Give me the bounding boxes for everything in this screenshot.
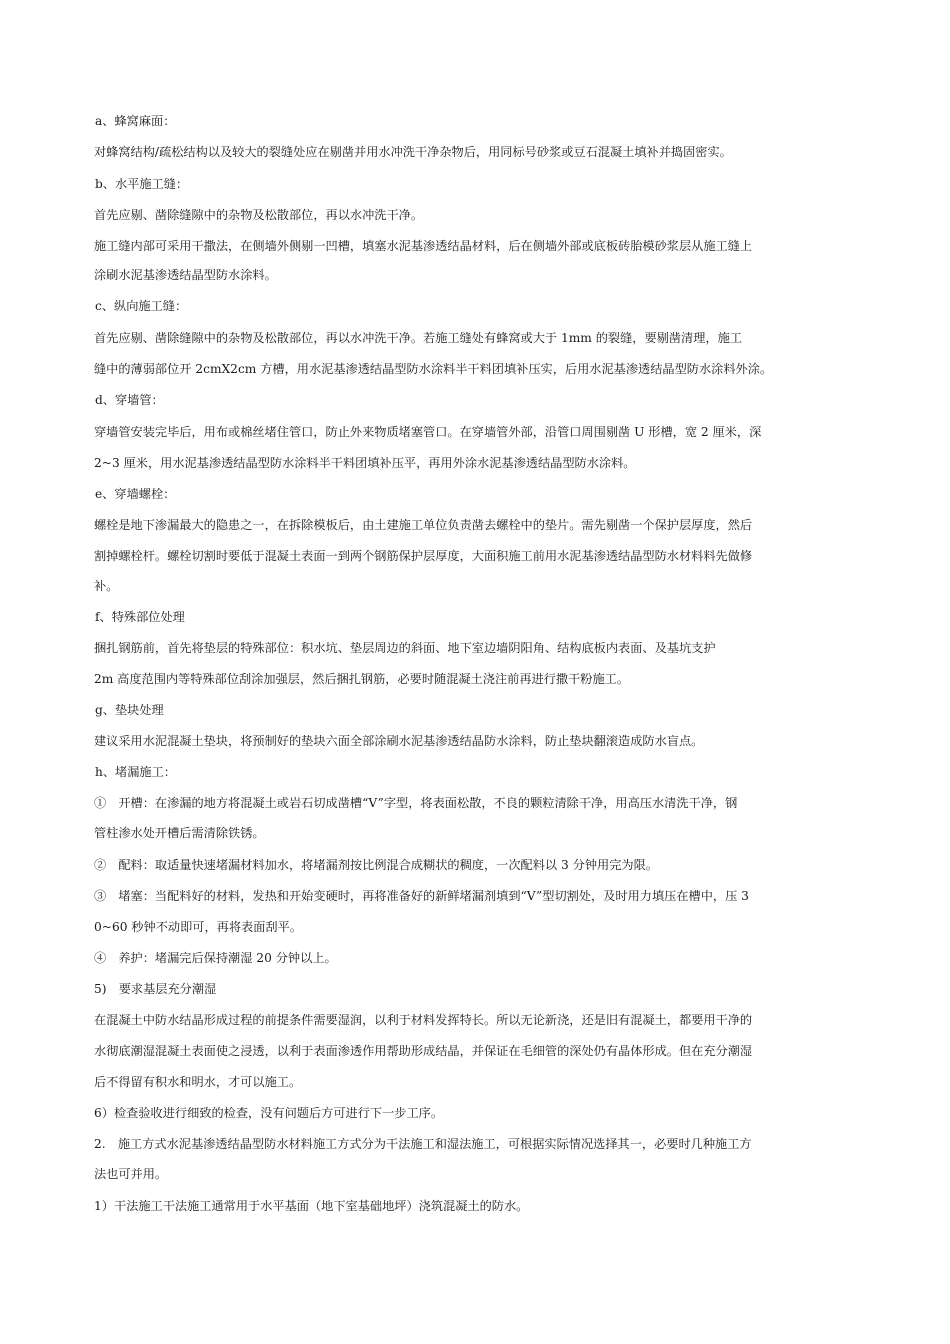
paragraph-line: 0~60 秒钟不动即可，再将表面刮平。	[94, 920, 302, 934]
paragraph-line: 施工缝内部可采用干撒法，在侧墙外侧剔一凹槽，填塞水泥基渗透结晶材料，后在侧墙外部或底板砖胎模砂浆层从施工缝上	[94, 239, 753, 253]
paragraph-line: 缝中的薄弱部位开 2cmX2cm 方槽，用水泥基渗透结晶型防水涂料半干料团填补压实，后用水泥基渗透结晶型防水涂料外涂。	[94, 362, 773, 376]
paragraph-line: 在混凝土中防水结晶形成过程的前提条件需要湿润，以利于材料发挥特长。所以无论新浇，还是旧有混凝土，都要用干净的	[94, 1013, 753, 1027]
list-item-curing: ④ 养护：堵漏完后保持潮湿 20 分钟以上。	[94, 951, 337, 965]
section-1-dry-method-line: 1）干法施工干法施工通常用于水平基面（地下室基础地坪）浇筑混凝土的防水。	[94, 1199, 529, 1213]
paragraph-line: 穿墙管安装完毕后，用布或棉丝堵住管口，防止外来物质堵塞管口。在穿墙管外部，沿管口周围剔凿 U 形槽，宽 2 厘米，深	[94, 425, 762, 439]
list-item-mixing: ② 配料：取适量快速堵漏材料加水，将堵漏剂按比例混合成糊状的稠度，一次配料以 3 分钟用完为限。	[94, 858, 658, 872]
paragraph-line: 水彻底潮湿混凝土表面使之浸透，以利于表面渗透作用帮助形成结晶，并保证在毛细管的深处仍有晶体形成。但在充分潮湿	[94, 1044, 753, 1058]
paragraph-line: 2~3 厘米，用水泥基渗透结晶型防水涂料半干料团填补压平，再用外涂水泥基渗透结晶型防水涂料。	[94, 456, 636, 470]
heading-c-vertical-joint: c、纵向施工缝：	[95, 299, 188, 313]
heading-g-spacer-block: g、垫块处理	[95, 703, 164, 717]
paragraph-line: 涂刷水泥基渗透结晶型防水涂料。	[94, 268, 277, 282]
heading-b-horizontal-joint: b、水平施工缝：	[95, 177, 189, 191]
paragraph-line: 法也可并用。	[94, 1167, 168, 1181]
section-5-heading: 5) 要求基层充分潮湿	[94, 982, 217, 996]
heading-d-wall-pipe: d、穿墙管：	[95, 393, 164, 407]
paragraph-line: 建议采用水泥混凝土垫块，将预制好的垫块六面全部涂刷水泥基渗透结晶防水涂料，防止垫块翻滚造成防水盲点。	[94, 734, 704, 748]
list-item-grooving: ① 开槽：在渗漏的地方将混凝土或岩石切成凿槽“V”字型，将表面松散，不良的颗粒清除干净，用高压水清洗干净，钢	[94, 796, 738, 810]
paragraph-line: 后不得留有积水和明水，才可以施工。	[94, 1075, 302, 1089]
paragraph-line: 管柱渗水处开槽后需清除铁锈。	[94, 826, 265, 840]
paragraph-line: 首先应剔、凿除缝隙中的杂物及松散部位，再以水冲洗干净。	[94, 208, 424, 222]
paragraph-line: 首先应剔、凿除缝隙中的杂物及松散部位，再以水冲洗干净。若施工缝处有蜂窝或大于 1mm 的裂缝，要剔凿清理，施工	[94, 331, 742, 345]
paragraph-line: 割掉螺栓杆。螺栓切割时要低于混凝土表面一到两个钢筋保护层厚度，大面积施工前用水泥基渗透结晶型防水材料料先做修	[94, 549, 753, 563]
heading-f-special-parts: f、特殊部位处理	[95, 610, 185, 624]
list-item-plugging: ③ 堵塞：当配料好的材料，发热和开始变硬时，再将准备好的新鲜堵漏剂填到“V”型切割处，及时用力填压在槽中，压 3	[94, 889, 749, 903]
paragraph-line: 2m 高度范围内等特殊部位刮涂加强层，然后捆扎钢筋，必要时随混凝土浇注前再进行撒干粉施工。	[94, 672, 630, 686]
heading-e-wall-bolt: e、穿墙螺栓：	[95, 487, 176, 501]
section-6-line: 6）检查验收进行细致的检查，没有问题后方可进行下一步工序。	[94, 1106, 444, 1120]
section-2-line: 2. 施工方式水泥基渗透结晶型防水材料施工方式分为干法施工和湿法施工，可根据实际情况选择其一，必要时几种施工方	[94, 1137, 752, 1151]
heading-h-leak-plugging: h、堵漏施工：	[95, 765, 176, 779]
paragraph-line: 补。	[94, 579, 119, 593]
paragraph-line: 捆扎钢筋前，首先将垫层的特殊部位：积水坑、垫层周边的斜面、地下室边墙阴阳角、结构底板内表面、及基坑支护	[94, 641, 716, 655]
paragraph-line: 对蜂窝结构/疏松结构以及较大的裂缝处应在剔凿并用水冲洗干净杂物后，用同标号砂浆或豆石混凝土填补并捣固密实。	[94, 145, 732, 159]
heading-a-honeycomb: a、蜂窝麻面：	[95, 114, 176, 128]
paragraph-line: 螺栓是地下渗漏最大的隐患之一，在拆除模板后，由土建施工单位负责凿去螺栓中的垫片。需先剔凿一个保护层厚度，然后	[94, 518, 753, 532]
